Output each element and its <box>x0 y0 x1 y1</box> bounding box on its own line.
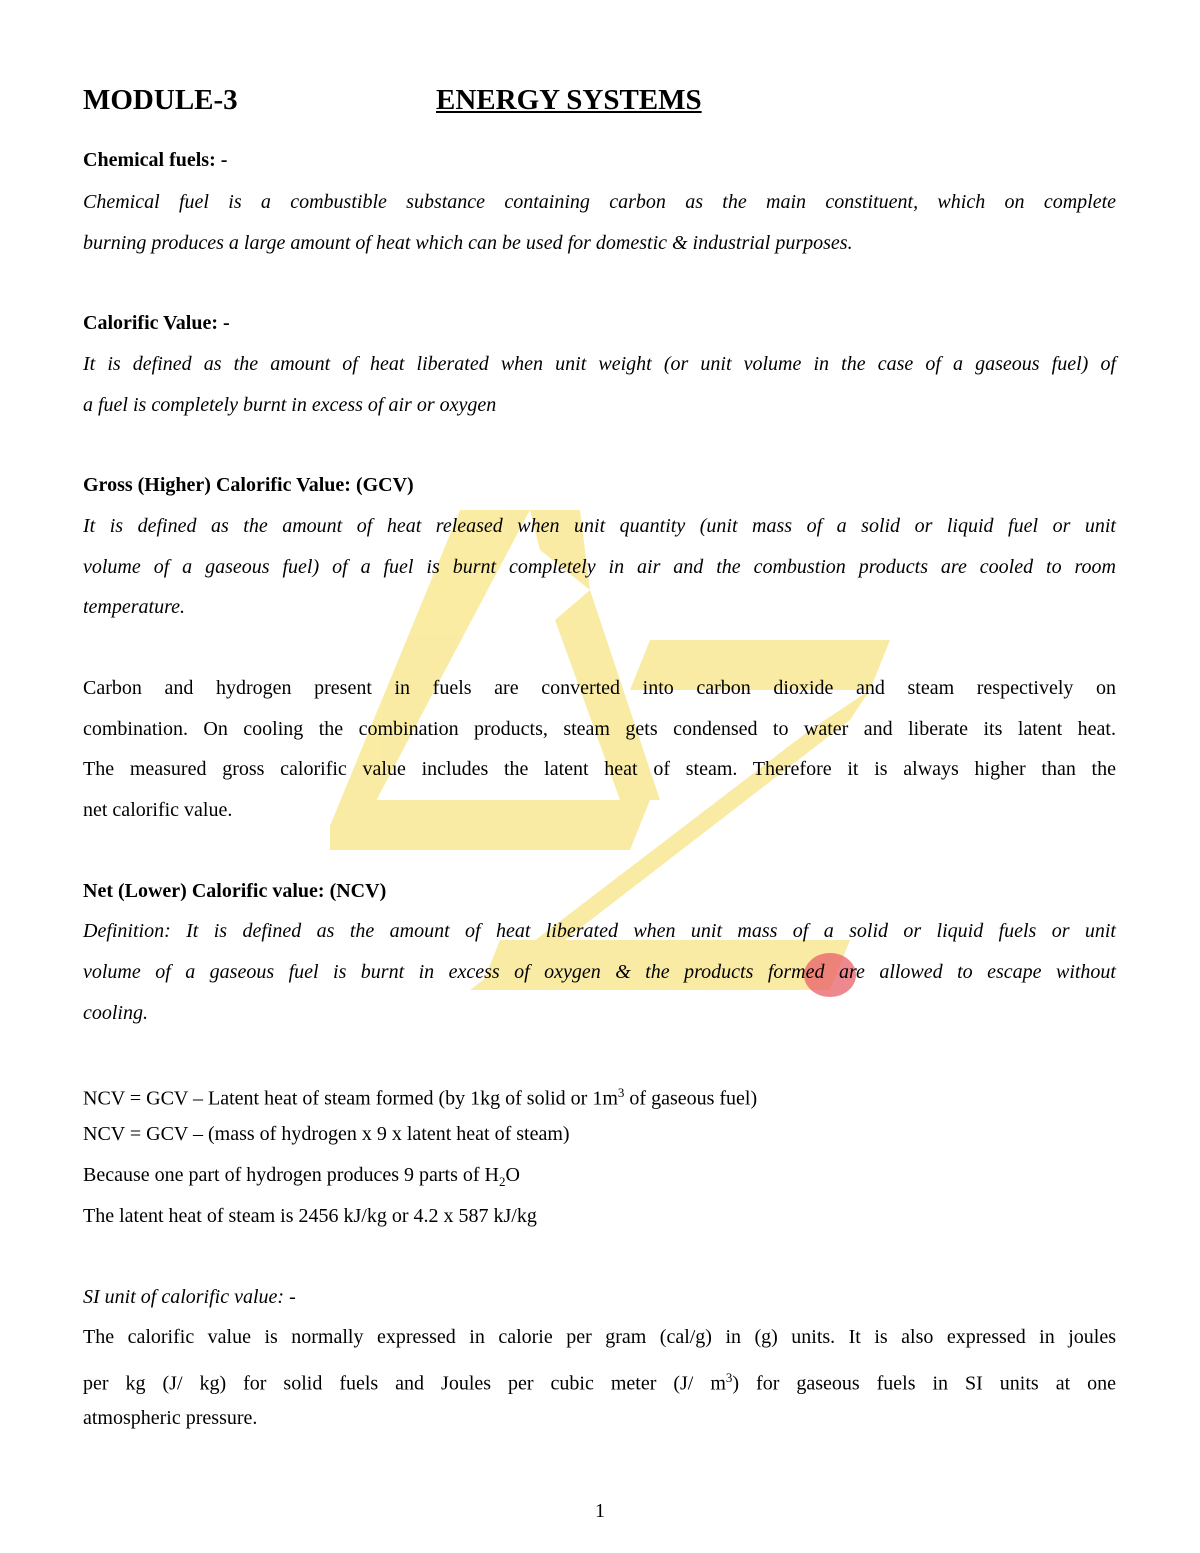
formula-ncv-2: NCV = GCV – (mass of hydrogen x 9 x latent heat of steam) <box>83 1123 570 1145</box>
formula-hydrogen-text: Because one part of hydrogen produces 9 parts of H <box>83 1164 499 1186</box>
formula-ncv-1-text: NCV = GCV – Latent heat of steam formed (by 1kg of solid or 1m <box>83 1087 618 1110</box>
gcv-line-3: temperature. <box>83 596 186 618</box>
formula-hydrogen <box>83 1163 1116 1194</box>
si-unit-line-2-tail: ) for gaseous fuels in SI units at one <box>732 1372 1116 1395</box>
gcv-line-1: It is defined as the amount of heat released when unit quantity (unit mass of a solid or liquid fuel or unit <box>83 515 1116 537</box>
ncv-line-3: cooling. <box>83 1002 148 1024</box>
carbon-para-line-1: Carbon and hydrogen present in fuels are converted into carbon dioxide and steam respectively on <box>83 677 1116 699</box>
page-number: 1 <box>595 1500 605 1522</box>
si-unit-line-2 <box>83 1366 1116 1396</box>
calorific-value-heading: Calorific Value: - <box>83 312 230 334</box>
si-unit-line-1: The calorific value is normally expressed in calorie per gram (cal/g) in (g) units. It is also expressed in joules <box>83 1326 1116 1348</box>
ncv-line-2: volume of a gaseous fuel is burnt in excess of oxygen & the products formed are allowed to escape without <box>83 961 1116 983</box>
ncv-line-1: Definition: It is defined as the amount of heat liberated when unit mass of a solid or liquid fuels or unit <box>83 920 1116 942</box>
si-unit-line-2-text: per kg (J/ kg) for solid fuels and Joules per cubic meter (J/ m <box>83 1372 726 1395</box>
carbon-para-line-2: combination. On cooling the combination products, steam gets condensed to water and liberate its latent heat. <box>83 718 1116 740</box>
carbon-para-line-4: net calorific value. <box>83 799 233 821</box>
si-unit-line-2-superscript: 3 <box>725 1370 733 1385</box>
formula-latent-heat: The latent heat of steam is 2456 kJ/kg or 4.2 x 587 kJ/kg <box>83 1205 537 1227</box>
formula-ncv-1-tail: of gaseous fuel) <box>624 1087 758 1110</box>
gcv-heading: Gross (Higher) Calorific Value: (GCV) <box>83 474 414 496</box>
page-header <box>83 84 1116 124</box>
chemical-fuels-heading: Chemical fuels: - <box>83 149 228 171</box>
chemical-fuels-line-2: burning produces a large amount of heat which can be used for domestic & industrial purposes. <box>83 232 853 254</box>
formula-ncv-1 <box>83 1081 1116 1111</box>
si-unit-heading: SI unit of calorific value: - <box>83 1286 296 1308</box>
module-label: MODULE-3 <box>83 84 238 116</box>
formula-ncv-1-superscript: 3 <box>617 1085 625 1100</box>
carbon-para-line-3: The measured gross calorific value includes the latent heat of steam. Therefore it is always higher than the <box>83 758 1116 780</box>
calorific-value-line-2: a fuel is completely burnt in excess of air or oxygen <box>83 394 497 416</box>
page-title: ENERGY SYSTEMS <box>436 84 702 116</box>
gcv-line-2: volume of a gaseous fuel) of a fuel is burnt completely in air and the combustion products are cooled to room <box>83 556 1116 578</box>
chemical-fuels-line-1: Chemical fuel is a combustible substance containing carbon as the main constituent, which on complete <box>83 191 1116 213</box>
si-unit-line-3: atmospheric pressure. <box>83 1407 258 1429</box>
ncv-heading: Net (Lower) Calorific value: (NCV) <box>83 880 387 902</box>
calorific-value-line-1: It is defined as the amount of heat liberated when unit weight (or unit volume in the case of a gaseous fuel) of <box>83 353 1116 375</box>
formula-hydrogen-subscript: 2 <box>498 1174 506 1189</box>
formula-hydrogen-tail: O <box>505 1164 520 1186</box>
